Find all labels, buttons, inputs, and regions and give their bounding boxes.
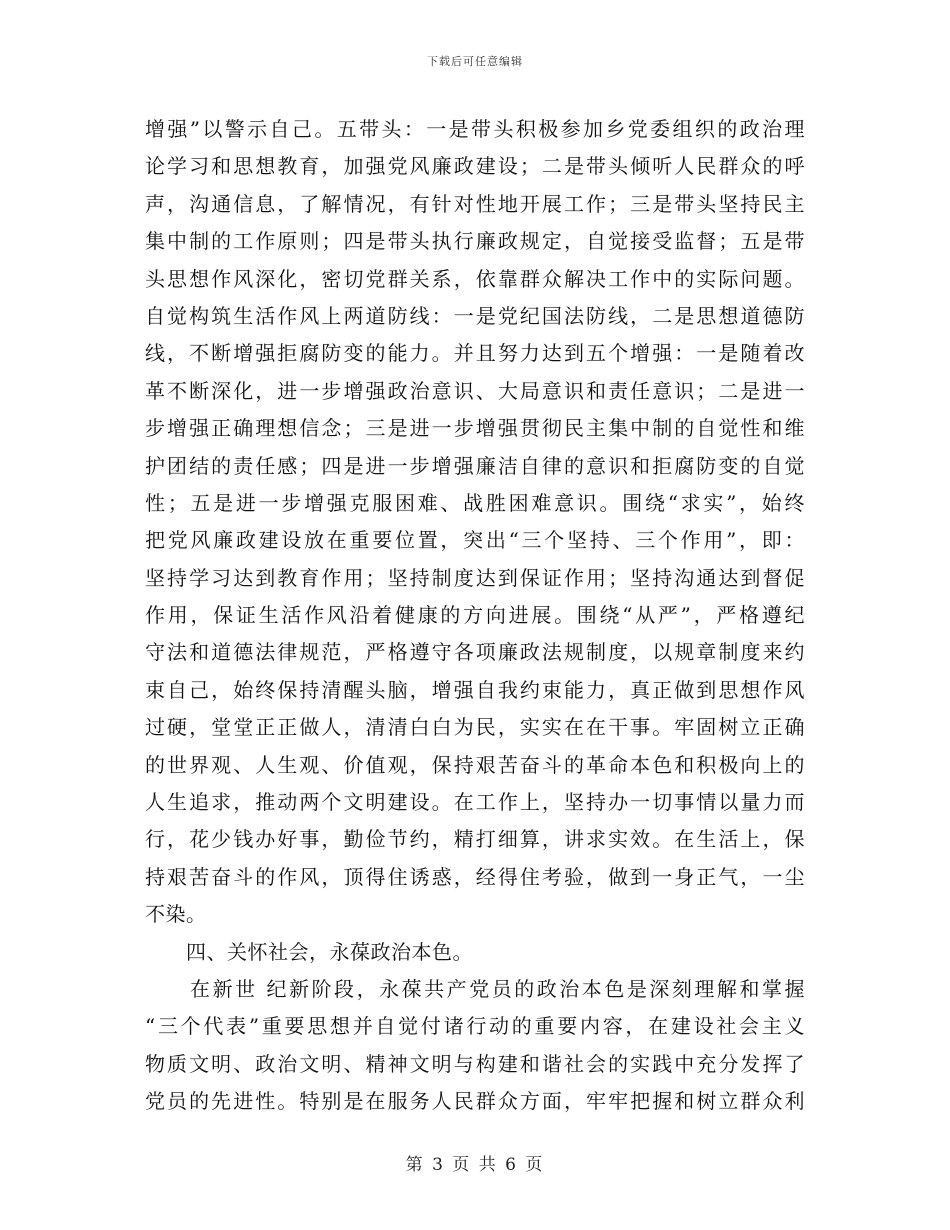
text-line: 论学习和思想教育，加强党风廉政建设；二是带头倾听人民群众的呼 [145,154,805,179]
text-line: 持艰苦奋斗的作风，顶得住诱惑，经得住考验，做到一身正气，一尘 [145,864,805,889]
text-line: 物质文明、政治文明、精神文明与构建和谐社会的实践中充分发挥了 [145,1051,805,1076]
text-line: 束自己，始终保持清醒头脑，增强自我约束能力，真正做到思想作风 [145,677,805,702]
text-line: 行，花少钱办好事，勤俭节约，精打细算，讲求实效。在生活上，保 [145,827,805,852]
page-header: 下载后可任意编辑 [427,55,523,68]
text-line: 作用，保证生活作风沿着健康的方向进展。围绕“从严”，严格遵纪 [145,603,805,628]
text-line: 的世界观、人生观、价值观，保持艰苦奋斗的革命本色和积极向上的 [145,752,805,777]
document-body [145,111,805,1121]
text-line: 集中制的工作原则；四是带头执行廉政规定，自觉接受监督；五是带 [145,229,805,254]
text-line: 头思想作风深化，密切党群关系，依靠群众解决工作中的实际问题。 [145,266,805,291]
text-line: 步增强正确理想信念；三是进一步增强贯彻民主集中制的自觉性和维 [145,416,805,441]
text-line: “三个代表”重要思想并自觉付诸行动的重要内容，在建设社会主义 [145,1014,805,1039]
section-heading: 四、关怀社会，永葆政治本色。 [145,939,473,964]
text-line: 人生追求，推动两个文明建设。在工作上，坚持办一切事情以量力而 [145,790,805,815]
text-line: 增强”以警示自己。五带头：一是带头积极参加乡党委组织的政治理 [145,117,805,141]
text-line: 声，沟通信息，了解情况，有针对性地开展工作；三是带头坚持民主 [145,191,805,216]
page-number: 第 3 页 共 6 页 [405,1155,545,1175]
text-line: 守法和道德法律规范，严格遵守各项廉政法规制度，以规章制度来约 [145,640,805,665]
text-line: 坚持学习达到教育作用；坚持制度达到保证作用；坚持沟通达到督促 [145,565,805,590]
text-line: 性；五是进一步增强克服困难、战胜困难意识。围绕“求实”，始终 [145,490,805,515]
text-line: 革不断深化，进一步增强政治意识、大局意识和责任意识；二是进一 [145,378,805,403]
text-line: 过硬，堂堂正正做人，清清白白为民，实实在在干事。牢固树立正确 [145,715,805,740]
text-line: 护团结的责任感；四是进一步增强廉洁自律的意识和拒腐防变的自觉 [145,453,805,478]
text-line: 在新世 纪新阶段，永葆共产党员的政治本色是深刻理解和掌握 [145,976,805,1001]
text-line: 不染。 [145,902,207,927]
text-line: 线，不断增强拒腐防变的能力。并且努力达到五个增强：一是随着改 [145,341,805,366]
text-line: 把党风廉政建设放在重要位置，突出“三个坚持、三个作用”，即： [145,528,805,553]
text-line: 党员的先进性。特别是在服务人民群众方面，牢牢把握和树立群众利 [145,1089,805,1114]
text-line: 自觉构筑生活作风上两道防线：一是党纪国法防线，二是思想道德防 [145,303,805,328]
